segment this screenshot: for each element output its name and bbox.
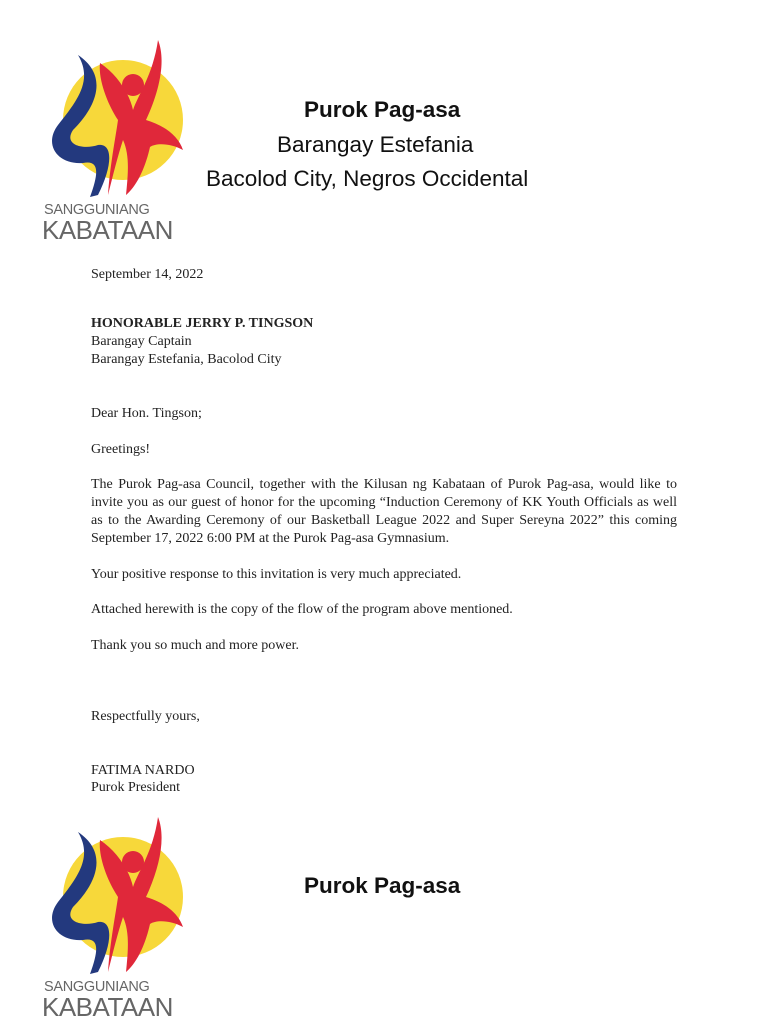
recipient-address: Barangay Estefania, Bacolod City: [91, 352, 282, 367]
signer-title: Purok President: [91, 780, 181, 795]
body-paragraph-response: Your positive response to this invitation is very much appreciated.: [91, 567, 462, 582]
city-line: Bacolod City, Negros Occidental: [206, 166, 529, 191]
body-paragraph-invitation: The Purok Pag-asa Council, together with the Kilusan ng Kabataan of Purok Pag-asa, would like to invite you as our guest of honor for the upcoming “Induction Ceremony of KK Youth Officials as well as to the Awarding Ceremony of our Basketball League 2022 and Super Sereyna 2022” this coming September 17, 2022 6:00 PM at the Purok Pag-asa Gymnasium.: [91, 477, 677, 546]
body-paragraph-thanks: Thank you so much and more power.: [91, 638, 300, 653]
recipient-name: HONORABLE JERRY P. TINGSON: [91, 316, 314, 331]
logo-text-kabataan: KABATAAN: [42, 992, 173, 1022]
logo-text-sangguniang: SANGGUNIANG: [44, 979, 150, 995]
logo-text-kabataan: KABATAAN: [42, 215, 173, 245]
signer-name: FATIMA NARDO: [91, 763, 195, 778]
greeting: Greetings!: [91, 442, 151, 457]
letter-date: September 14, 2022: [91, 267, 204, 282]
closing: Respectfully yours,: [91, 709, 200, 724]
sangguniang-kabataan-logo-page2: [38, 812, 188, 1022]
org-title: Purok Pag-asa: [304, 97, 461, 122]
logo-text-sangguniang: SANGGUNIANG: [44, 202, 150, 218]
recipient-title: Barangay Captain: [91, 334, 192, 349]
body-paragraph-attachment: Attached herewith is the copy of the flow of the program above mentioned.: [91, 602, 513, 617]
sangguniang-kabataan-logo: [38, 35, 188, 245]
sk-emblem-icon: [38, 812, 188, 982]
barangay-line: Barangay Estefania: [277, 132, 474, 157]
sk-emblem-icon: [38, 35, 188, 205]
org-title-page2: Purok Pag-asa: [304, 873, 461, 898]
salutation: Dear Hon. Tingson;: [91, 406, 202, 421]
